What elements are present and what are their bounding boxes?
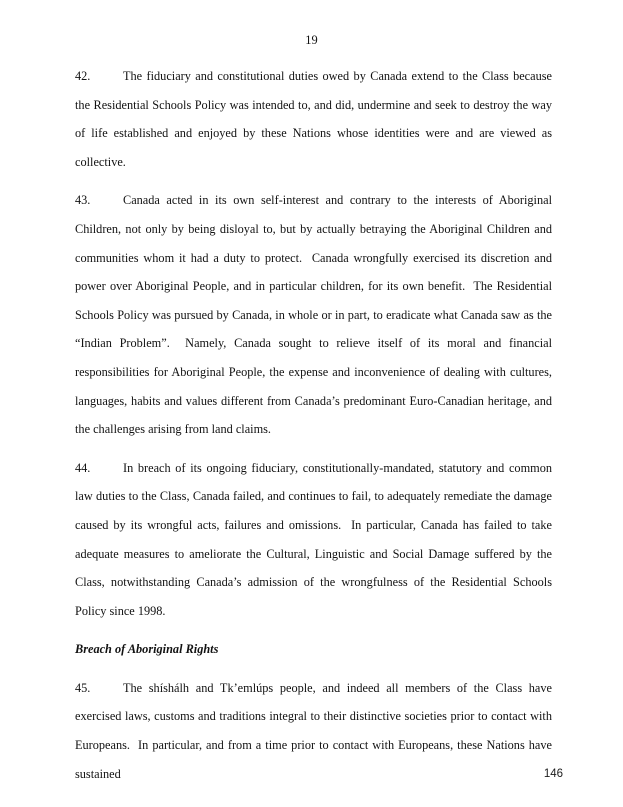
page-number: 19 bbox=[305, 33, 318, 47]
section-heading: Breach of Aboriginal Rights bbox=[75, 642, 219, 657]
paragraph-text: In breach of its ongoing fiduciary, constitutionally-mandated, statutory and common law duties to the Class, Canada failed, and continues to fail, to adequately remediate the damage caused by its wrongful acts, failures and omissions. In particular, Canada has failed to take adequate measures to ameliorate the Cultural, Linguistic and Social Damage suffered by the Class, notwithstanding Canada’s admission of the wrongfulness of the Residential Schools Policy since 1998. bbox=[75, 460, 556, 618]
paragraph-43 bbox=[75, 186, 556, 443]
footer-stamp-number: 146 bbox=[543, 768, 563, 780]
paragraph-number: 42. bbox=[75, 69, 91, 83]
paragraph-text: The fiduciary and constitutional duties owed by Canada extend to the Class because the Residential Schools Policy was intended to, and did, undermine and seek to destroy the way of life established and enjoyed by these Nations whose identities were and are viewed as collective. bbox=[75, 69, 556, 169]
paragraph-number: 44. bbox=[75, 460, 91, 475]
paragraph-text: The shíshálh and Tk’emlúps people, and indeed all members of the Class have exercised laws, customs and traditions integral to their distinctive societies prior to contact with Europeans. In particular, and from a time prior to contact with Europeans, these Nations have sustained bbox=[75, 680, 556, 781]
paragraph-number: 43. bbox=[75, 193, 91, 208]
paragraph-number: 45. bbox=[75, 680, 91, 695]
paragraph-text: Canada acted in its own self-interest and contrary to the interests of Aboriginal Children, not only by being disloyal to, but by actually betraying the Aboriginal Children and communities whom it had a duty to protect. Canada wrongfully exercised its discretion and power over Aboriginal People, and in particular children, for its own benefit. The Residential Schools Policy was pursued by Canada, in whole or in part, to eradicate what Canada saw as the “Indian Problem”. Namely, Canada sought to relieve itself of its moral and financial responsibilities for Aboriginal People, the expense and inconvenience of dealing with cultures, languages, habits and values different from Canada’s predominant Euro-Canadian heritage, and the challenges arising from land claims. bbox=[75, 193, 556, 437]
paragraph-42 bbox=[75, 62, 556, 176]
paragraph-44 bbox=[75, 454, 556, 626]
